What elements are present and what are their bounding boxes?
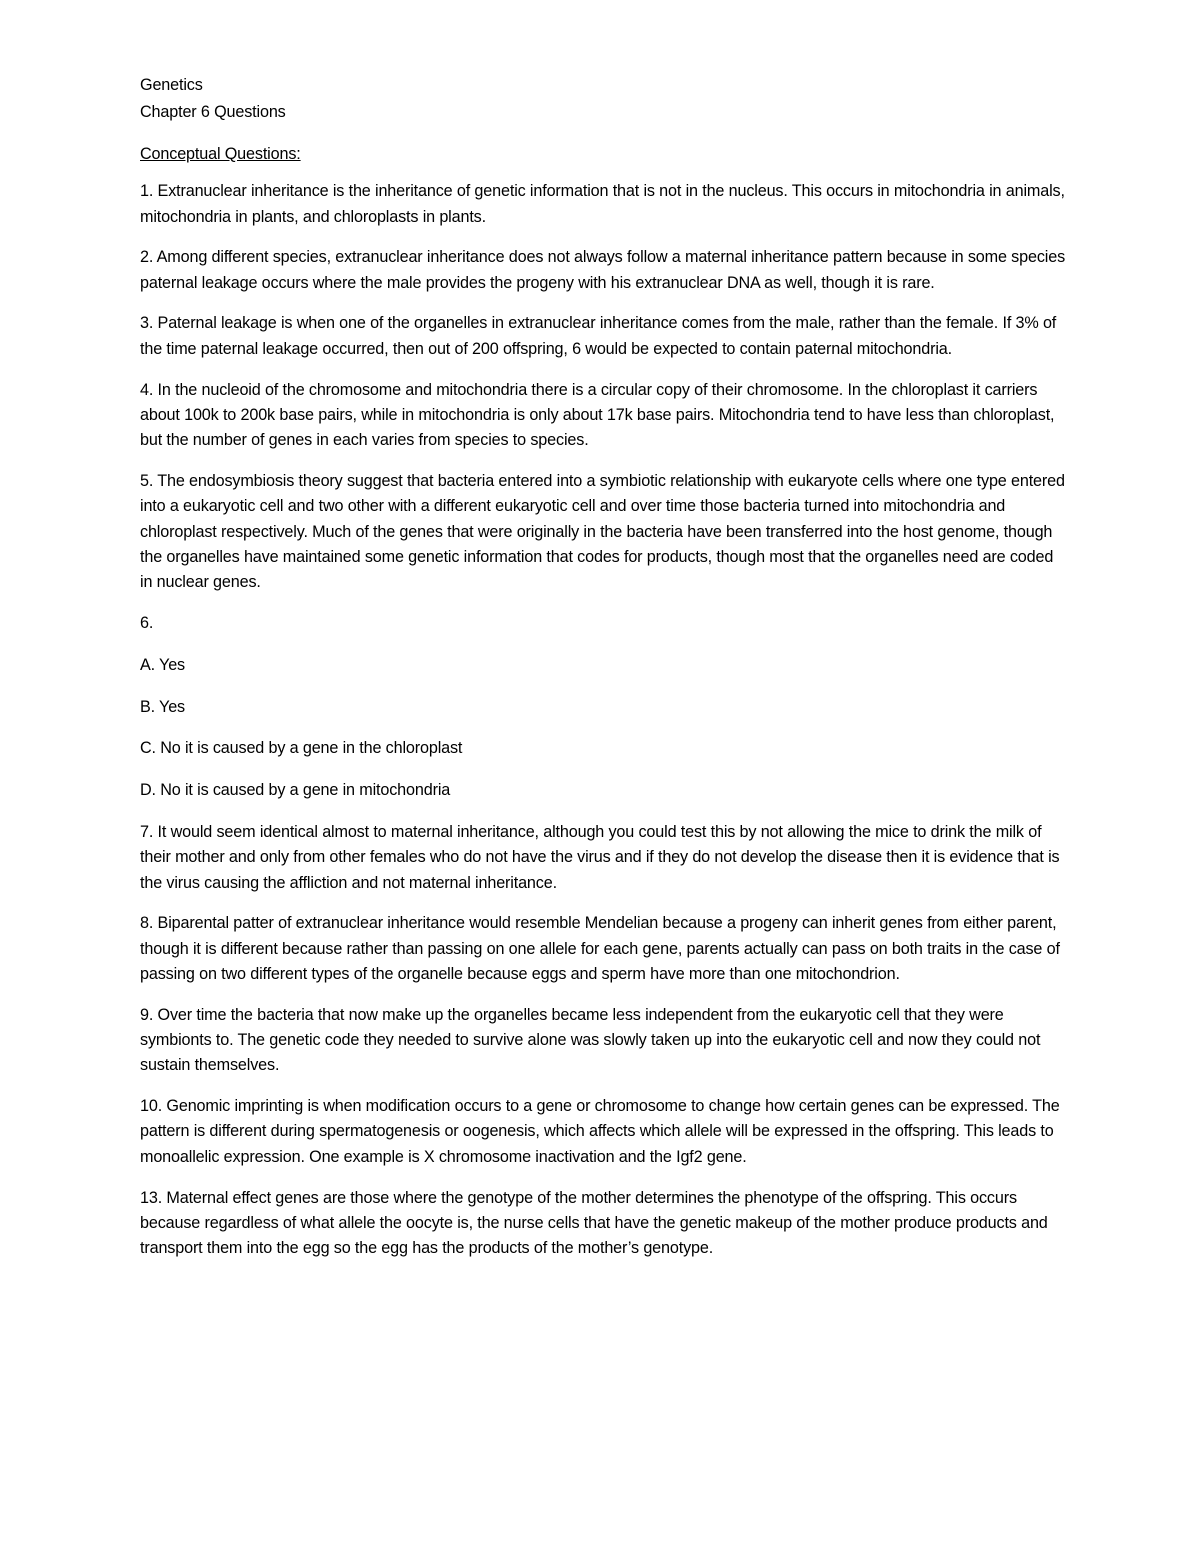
answer-13: 13. Maternal effect genes are those where the genotype of the mother determines the phenotype of the offspring. This occurs because regardless of what allele the oocyte is, the nurse cells that have the genetic makeup of the mother produce products and transport them into the egg so the egg has the products of the mother’s genotype. <box>140 1188 1048 1258</box>
answer-2: 2. Among different species, extranuclear inheritance does not always follow a maternal inheritance pattern because in some species paternal leakage occurs where the male provides the progeny with his extranuclear DNA as well, though it is rare. <box>140 248 1066 292</box>
answer-8: 8. Biparental patter of extranuclear inheritance would resemble Mendelian because a progeny can inherit genes from either parent, though it is different because rather than passing on one allele for each gene, parents actually can pass on both traits in the case of passing on two different types of the organelle because eggs and sperm have more than one mitochondrion. <box>140 914 1060 983</box>
answer-6b: B. Yes <box>140 697 186 716</box>
answer-9: 9. Over time the bacteria that now make up the organelles became less independent from the eukaryotic cell that they were symbionts to. The genetic code they needed to survive alone was slowly taken up into the eukaryotic cell and now they could not sustain themselves. <box>140 1005 1041 1075</box>
answer-6d: D. No it is caused by a gene in mitochondria <box>140 781 451 800</box>
document-chapter-title: Chapter 6 Questions <box>140 103 286 121</box>
answer-6a: A. Yes <box>140 655 186 674</box>
answer-6: 6. <box>140 613 154 632</box>
answer-4: 4. In the nucleoid of the chromosome and mitochondria there is a circular copy of their chromosome. In the chloroplast it carriers about 100k to 200k base pairs, while in mitochondria is only about 17k base pairs. Mitochondria tend to have less than chloroplast, but the number of genes in each varies from species to species. <box>140 380 1055 450</box>
answer-6c: C. No it is caused by a gene in the chloroplast <box>140 739 463 758</box>
answer-3: 3. Paternal leakage is when one of the organelles in extranuclear inheritance comes from the male, rather than the female. If 3% of the time paternal leakage occurred, then out of 200 offspring, 6 would be expected to contain paternal mitochondria. <box>140 314 1057 358</box>
answer-5: 5. The endosymbiosis theory suggest that bacteria entered into a symbiotic relationship with eukaryote cells where one type entered into a eukaryotic cell and two other with a different eukaryotic cell and over time those bacteria turned into mitochondria and chloroplast respectively. Much of the genes that were originally in the bacteria have been transferred into the host genome, though the organelles have maintained some genetic information that codes for products, though most that the organelles need are coded in nuclear genes. <box>140 471 1065 592</box>
answer-1: 1. Extranuclear inheritance is the inheritance of genetic information that is not in the nucleus. This occurs in mitochondria in animals, mitochondria in plants, and chloroplasts in plants. <box>140 182 1065 226</box>
document-page <box>140 72 1065 1277</box>
document-subject: Genetics <box>140 76 203 94</box>
answer-7: 7. It would seem identical almost to maternal inheritance, although you could test this by not allowing the mice to drink the milk of their mother and only from other females who do not have the virus and if they do not develop the disease then it is evidence that is the virus causing the affliction and not maternal inheritance. <box>140 822 1060 892</box>
answer-10: 10. Genomic imprinting is when modification occurs to a gene or chromosome to change how certain genes can be expressed. The pattern is different during spermatogenesis or oogenesis, which affects which allele will be expressed in the offspring. This leads to monoallelic expression. One example is X chromosome inactivation and the Igf2 gene. <box>140 1097 1060 1166</box>
section-heading: Conceptual Questions: <box>140 145 301 163</box>
